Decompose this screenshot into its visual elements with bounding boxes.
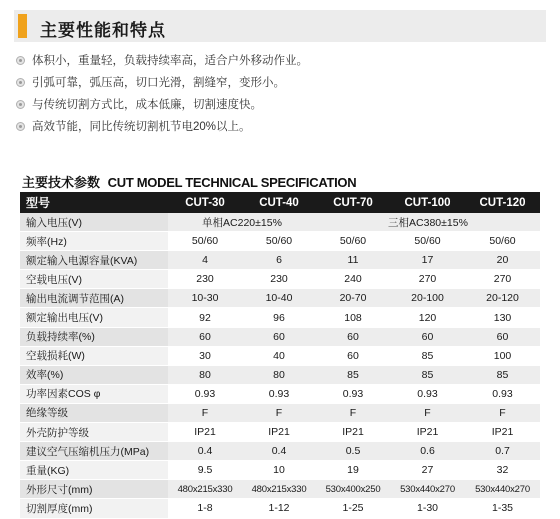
table-cell: 0.93	[168, 384, 242, 403]
table-row	[20, 365, 540, 384]
table-cell: 20-70	[316, 289, 390, 308]
feature-item	[16, 94, 536, 116]
table-cell: 30	[168, 346, 242, 365]
table-cell: F	[242, 403, 316, 422]
bullet-icon	[16, 56, 25, 65]
table-cell: 480x215x330	[242, 480, 316, 499]
spec-title-cn: 主要技术参数	[22, 175, 101, 190]
header-cell: 型号	[20, 192, 168, 213]
table-cell: 85	[316, 365, 390, 384]
row-label: 外形尺寸(mm)	[20, 480, 168, 499]
table-cell: 60	[168, 327, 242, 346]
table-cell: 1-25	[316, 499, 390, 518]
table-cell: 9.5	[168, 461, 242, 480]
table-cell: 32	[465, 461, 540, 480]
feature-text: 引弧可靠，弧压高，切口光滑，割缝窄，变形小。	[32, 77, 285, 89]
table-cell: IP21	[168, 423, 242, 442]
table-cell: 108	[316, 308, 390, 327]
row-label: 额定输出电压(V)	[20, 308, 168, 327]
table-cell: 1-30	[390, 499, 465, 518]
table-cell: 60	[390, 327, 465, 346]
table-cell: 0.6	[390, 442, 465, 461]
table-cell: 三相AC380±15%	[316, 213, 540, 232]
table-cell: 50/60	[316, 232, 390, 251]
table-cell: IP21	[242, 423, 316, 442]
table-cell: 230	[242, 270, 316, 289]
table-row	[20, 499, 540, 518]
table-cell: 100	[465, 346, 540, 365]
table-cell: 240	[316, 270, 390, 289]
table-cell: 60	[242, 327, 316, 346]
table-cell: IP21	[390, 423, 465, 442]
row-label: 空载电压(V)	[20, 270, 168, 289]
table-row	[20, 289, 540, 308]
feature-text: 高效节能，同比传统切割机节电20%以上。	[32, 121, 251, 133]
table-cell: 530x440x270	[390, 480, 465, 499]
table-cell: 11	[316, 251, 390, 270]
table-row	[20, 461, 540, 480]
header-cell: CUT-100	[390, 192, 465, 213]
table-cell: 96	[242, 308, 316, 327]
table-row	[20, 403, 540, 422]
row-label: 频率(Hz)	[20, 232, 168, 251]
features-list	[16, 50, 536, 138]
table-cell: 85	[390, 365, 465, 384]
table-cell: 6	[242, 251, 316, 270]
table-cell: 1-8	[168, 499, 242, 518]
features-header	[14, 10, 546, 42]
feature-text: 体积小，重量轻，负载持续率高，适合户外移动作业。	[32, 55, 308, 67]
table-cell: 1-35	[465, 499, 540, 518]
table-cell: 0.93	[390, 384, 465, 403]
table-cell: 480x215x330	[168, 480, 242, 499]
table-cell: 92	[168, 308, 242, 327]
table-row	[20, 442, 540, 461]
table-cell: 27	[390, 461, 465, 480]
table-cell: 20-100	[390, 289, 465, 308]
table-row	[20, 251, 540, 270]
table-cell: 130	[465, 308, 540, 327]
row-label: 重量(KG)	[20, 461, 168, 480]
table-cell: 50/60	[168, 232, 242, 251]
bullet-icon	[16, 78, 25, 87]
table-cell: 0.93	[242, 384, 316, 403]
table-row	[20, 423, 540, 442]
table-cell: 270	[465, 270, 540, 289]
table-row	[20, 384, 540, 403]
row-label: 绝缘等级	[20, 403, 168, 422]
table-cell: 0.93	[465, 384, 540, 403]
row-label: 建议空气压缩机压力(MPa)	[20, 442, 168, 461]
table-row	[20, 346, 540, 365]
table-cell: 40	[242, 346, 316, 365]
table-cell: 0.4	[168, 442, 242, 461]
table-cell: 530x400x250	[316, 480, 390, 499]
table-cell: 10	[242, 461, 316, 480]
feature-item	[16, 116, 536, 138]
table-cell: F	[316, 403, 390, 422]
table-cell: F	[168, 403, 242, 422]
feature-item	[16, 72, 536, 94]
feature-text: 与传统切割方式比，成本低廉，切割速度快。	[32, 99, 262, 111]
table-cell: IP21	[465, 423, 540, 442]
header-cell: CUT-40	[242, 192, 316, 213]
row-label: 额定输入电源容量(KVA)	[20, 251, 168, 270]
table-cell: 0.93	[316, 384, 390, 403]
table-cell: 0.4	[242, 442, 316, 461]
table-cell: 19	[316, 461, 390, 480]
table-row	[20, 213, 540, 232]
feature-item	[16, 50, 536, 72]
table-cell: 60	[316, 346, 390, 365]
table-cell: IP21	[316, 423, 390, 442]
table-cell: F	[390, 403, 465, 422]
row-label: 效率(%)	[20, 365, 168, 384]
table-cell: 270	[390, 270, 465, 289]
spec-title-en: CUT MODEL TECHNICAL SPECIFICATION	[107, 175, 357, 190]
header-cell: CUT-30	[168, 192, 242, 213]
spec-table	[20, 192, 540, 519]
row-label: 输出电流调节范围(A)	[20, 289, 168, 308]
row-label: 输入电压(V)	[20, 213, 168, 232]
table-cell: 120	[390, 308, 465, 327]
header-cell: CUT-120	[465, 192, 540, 213]
table-row	[20, 270, 540, 289]
table-cell: 0.7	[465, 442, 540, 461]
row-label: 空载损耗(W)	[20, 346, 168, 365]
table-cell: 60	[316, 327, 390, 346]
table-cell: F	[465, 403, 540, 422]
bullet-icon	[16, 122, 25, 131]
row-label: 功率因素COS φ	[20, 384, 168, 403]
bullet-icon	[16, 100, 25, 109]
table-cell: 20-120	[465, 289, 540, 308]
table-cell: 85	[465, 365, 540, 384]
table-row	[20, 480, 540, 499]
row-label: 负载持续率(%)	[20, 327, 168, 346]
spec-header-row	[20, 192, 540, 213]
table-cell: 50/60	[242, 232, 316, 251]
table-cell: 80	[242, 365, 316, 384]
table-cell: 4	[168, 251, 242, 270]
table-cell: 50/60	[465, 232, 540, 251]
table-cell: 85	[390, 346, 465, 365]
table-row	[20, 327, 540, 346]
table-cell: 20	[465, 251, 540, 270]
table-cell: 60	[465, 327, 540, 346]
table-cell: 530x440x270	[465, 480, 540, 499]
table-row	[20, 232, 540, 251]
table-cell: 17	[390, 251, 465, 270]
features-title: 主要性能和特点	[40, 21, 166, 40]
table-cell: 10-30	[168, 289, 242, 308]
table-cell: 1-12	[242, 499, 316, 518]
table-cell: 50/60	[390, 232, 465, 251]
table-cell: 0.5	[316, 442, 390, 461]
table-row	[20, 308, 540, 327]
accent-bar	[18, 14, 27, 38]
row-label: 切割厚度(mm)	[20, 499, 168, 518]
row-label: 外壳防护等级	[20, 423, 168, 442]
table-cell: 10-40	[242, 289, 316, 308]
table-cell: 单相AC220±15%	[168, 213, 316, 232]
header-cell: CUT-70	[316, 192, 390, 213]
spec-section-title	[22, 172, 356, 191]
table-cell: 230	[168, 270, 242, 289]
table-cell: 80	[168, 365, 242, 384]
